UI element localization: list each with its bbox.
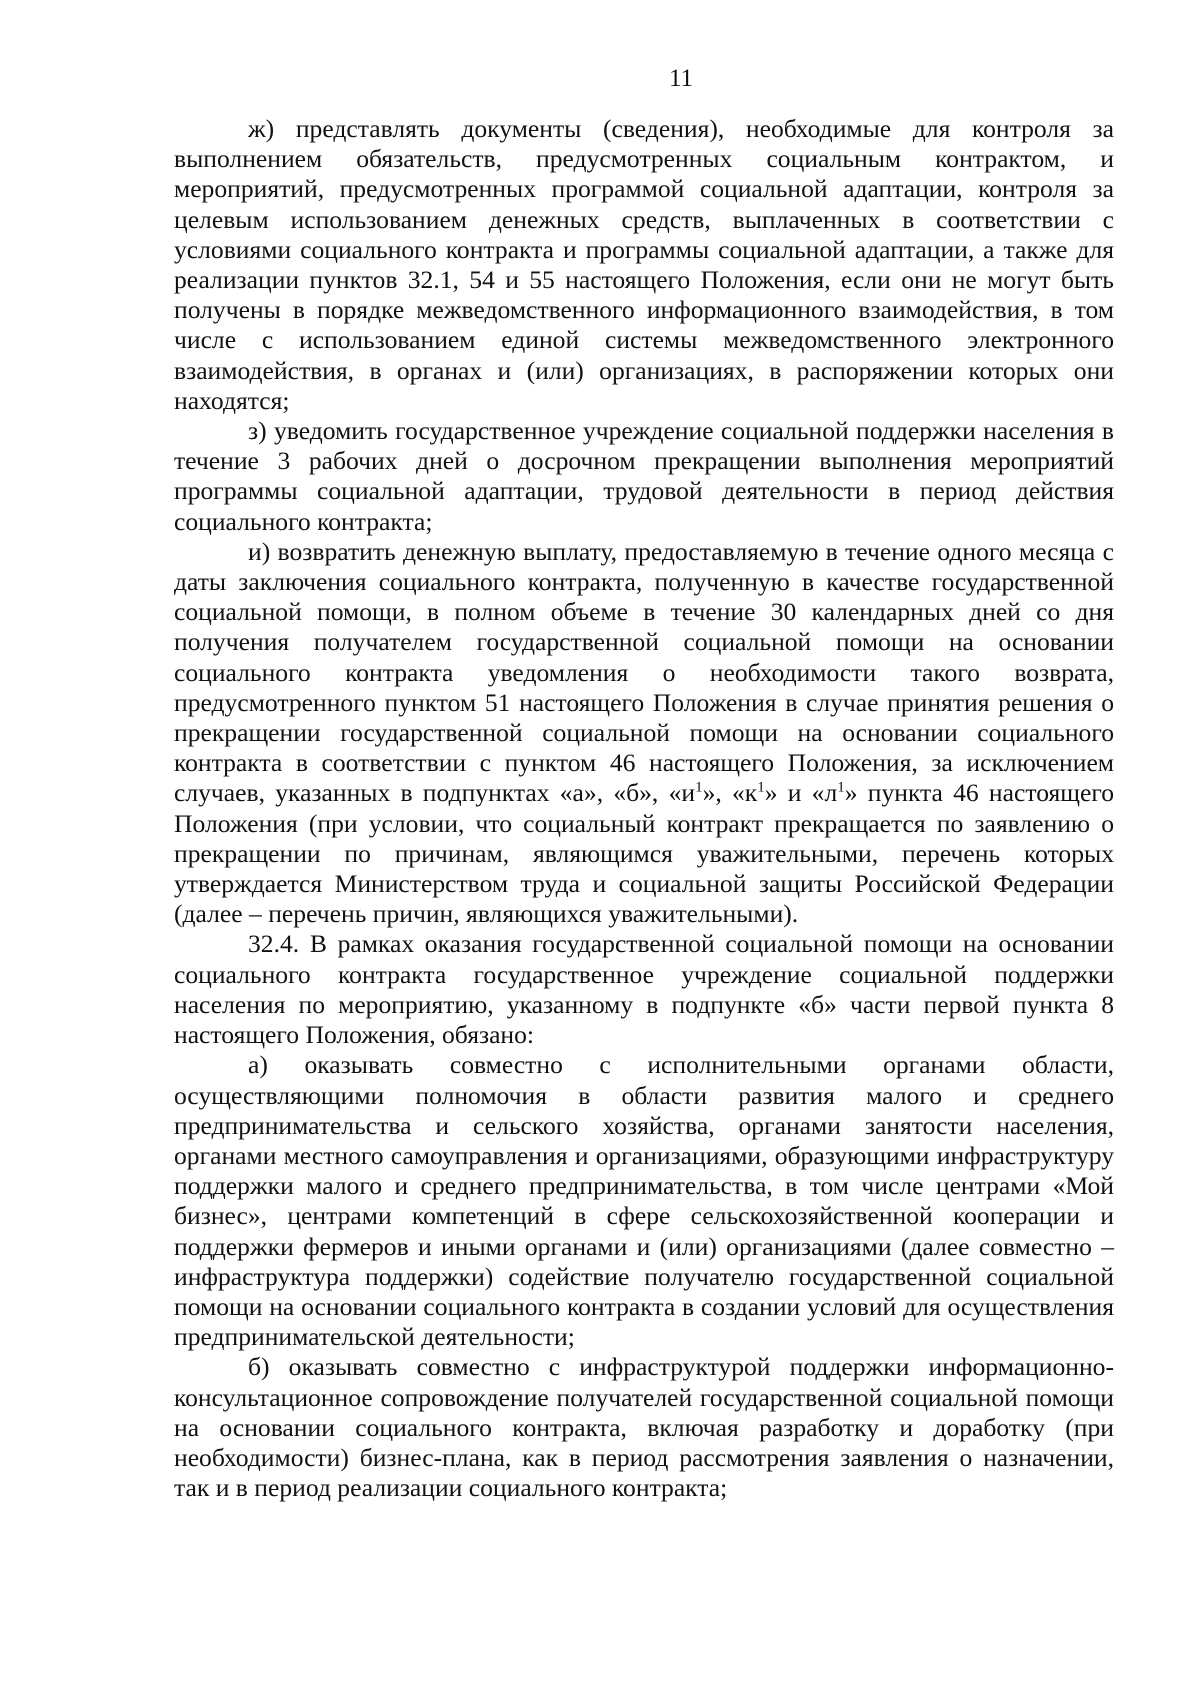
paragraph-zh: ж) представлять документы (сведения), необходимые для контроля за выполнением обязательств, предусмотренных социальным контрактом, и мероприятий, предусмотренных программой социальной адаптации, контроля за целевым использованием денежных средств, выплаченных в соответствии с условиями социального контракта и программы социальной адаптации, а также для реализации пунктов 32.1, 54 и 55 настоящего Положения, если они не могут быть получены в порядке межведомственного информационного взаимодействия, в том числе с использованием единой системы межведомственного электронного взаимодействия, в органах и (или) организациях, в распоряжении которых они находятся; <box>174 114 1114 415</box>
page-number: 11 <box>668 65 694 92</box>
paragraph-i: и) возвратить денежную выплату, предоставляемую в течение одного месяца с даты заключения социального контракта, полученную в качестве государственной социальной помощи, в полном объеме в течение 30 календарных дней со дня получения получателем государственной социальной помощи на основании социального контракта уведомления о необходимости такого возврата, предусмотренного пунктом 51 настоящего Положения в случае принятия решения о прекращении государственной социальной помощи на основании социального контракта в соответствии с пунктом 46 настоящего Положения, за исключением случаев, указанных в подпунктах «а», «б», «$и^1$», «$к^1$» и «$л^1$» пункта 46 настоящего Положения (при условии, что социальный контракт прекращается по заявлению о прекращении по причинам, являющимся уважительными, перечень которых утверждается Министерством труда и социальной защиты Российской Федерации (далее – перечень причин, являющихся уважительными). <box>174 536 1114 929</box>
paragraph-32-4: 32.4. В рамках оказания государственной социальной помощи на основании социального контракта государственное учреждение социальной поддержки населения по мероприятию, указанному в подпункте «б» части первой пункта 8 настоящего Положения, обязано: <box>174 929 1114 1050</box>
document-body <box>174 114 1114 1503</box>
paragraph-z: з) уведомить государственное учреждение социальной поддержки населения в течение 3 рабочих дней о досрочном прекращении выполнения мероприятий программы социальной адаптации, трудовой деятельности в период действия социального контракта; <box>174 416 1114 536</box>
paragraph-b: б) оказывать совместно с инфраструктурой поддержки информационно-консультационное сопровождение получателей государственной социальной помощи на основании социального контракта, включая разработку и доработку (при необходимости) бизнес-плана, как в период рассмотрения заявления о назначении, так и в период реализации социального контракта; <box>174 1352 1114 1503</box>
paragraph-a: а) оказывать совместно с исполнительными органами области, осуществляющими полномочия в области развития малого и среднего предпринимательства и сельского хозяйства, органами занятости населения, органами местного самоуправления и организациями, образующими инфраструктуру поддержки малого и среднего предпринимательства, в том числе центрами «Мой бизнес», центрами компетенций в сфере сельскохозяйственной кооперации и поддержки фермеров и иными органами и (или) организациями (далее совместно – инфраструктура поддержки) содействие получателю государственной социальной помощи на основании социального контракта в создании условий для осуществления предпринимательской деятельности; <box>174 1050 1114 1352</box>
